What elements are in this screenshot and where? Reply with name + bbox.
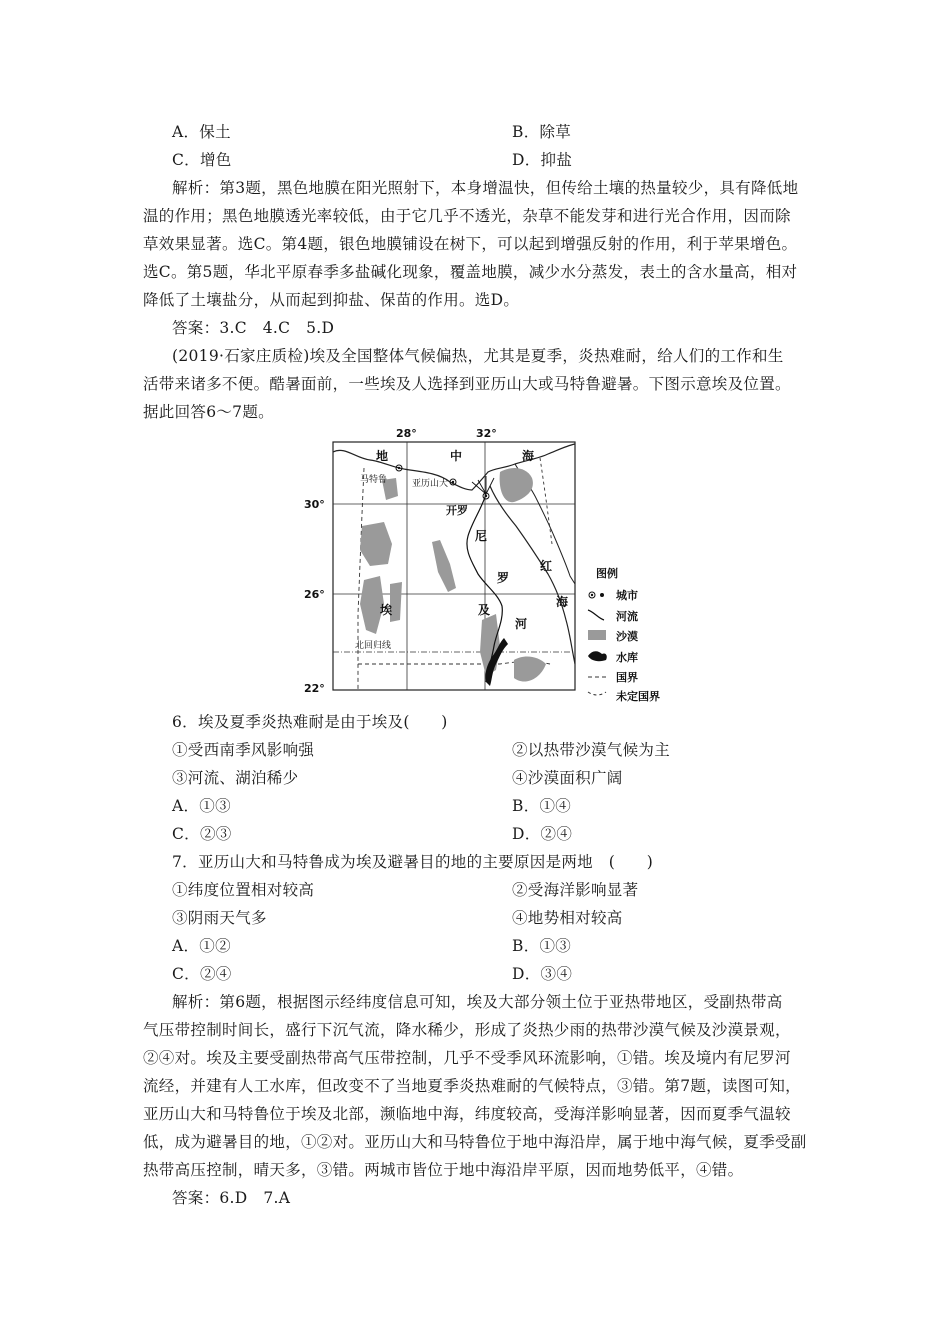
legend-desert-label: 沙漠 (616, 630, 638, 643)
legend-undefined-border-icon (588, 692, 606, 695)
q6-statement-1: ①受西南季风影响强 (172, 741, 315, 759)
q5-option-a: A．保土 (172, 123, 231, 141)
analysis2-line-4: 流经，并建有人工水库，但改变不了当地夏季炎热难耐的气候特点，③错。第7题，读图可知， (143, 1077, 801, 1095)
q7-stem: 7．亚历山大和马特鲁成为埃及避暑目的地的主要原因是两地 ( ) (172, 853, 654, 871)
q7-statement-2: ②受海洋影响显著 (512, 881, 639, 899)
q7-option-a: A．①② (172, 937, 231, 955)
egypt-char-2: 及 (478, 603, 491, 617)
lat-label-22: 22° (304, 682, 325, 695)
city-label-cairo: 开罗 (446, 504, 468, 517)
city-dot-cairo (485, 495, 487, 497)
q7-option-d: D．③④ (512, 965, 573, 983)
q5-option-c: C．增色 (172, 151, 232, 169)
sea-char-3: 海 (522, 449, 535, 463)
q6-option-b: B．①④ (512, 797, 572, 815)
answer-2: 答案：6.D 7.A (172, 1189, 291, 1207)
legend-city-label: 城市 (616, 589, 638, 602)
analysis2-line-2: 气压带控制时间长，盛行下沉气流，降水稀少，形成了炎热少雨的热带沙漠气候及沙漠景观， (143, 1021, 791, 1039)
nile-char-1: 尼 (475, 529, 488, 543)
lat-label-26: 26° (304, 588, 325, 601)
nile-char-2: 罗 (497, 571, 510, 585)
analysis2-line-3: ②④对。埃及主要受副热带高气压带控制，几乎不受季风环流影响，①错。埃及境内有尼罗河 (143, 1049, 791, 1067)
analysis1-line-4: 选C。第5题，华北平原春季多盐碱化现象，覆盖地膜，减少水分蒸发，表土的含水量高，相对 (143, 263, 798, 281)
analysis1-line-3: 草效果显著。选C。第4题，银色地膜铺设在树下，可以起到增强反射的作用，利于苹果增色。 (143, 235, 798, 253)
city-dot-alexandria (452, 481, 454, 483)
legend-title: 图例 (596, 567, 618, 580)
red-sea-char-2: 海 (556, 595, 569, 609)
city-label-alexandria: 亚历山大 (412, 479, 449, 489)
egypt-char-1: 埃 (380, 603, 393, 617)
sea-char-2: 中 (450, 449, 463, 463)
q6-statement-2: ②以热带沙漠气候为主 (512, 741, 671, 759)
analysis1-line-2: 温的作用；黑色地膜透光率较低，由于它几乎不透光，杂草不能发芽和进行光合作用，因而除 (143, 207, 791, 225)
q7-statement-4: ④地势相对较高 (512, 909, 623, 927)
legend-river-icon (588, 610, 604, 620)
legend-desert-icon (588, 630, 606, 640)
lon-label-28: 28° (396, 427, 417, 440)
sea-char-1: 地 (376, 449, 389, 463)
analysis1-line-5: 降低了土壤盐分，从而起到抑盐、保苗的作用。选D。 (143, 291, 520, 309)
lat-label-30: 30° (304, 498, 325, 511)
q6-option-a: A．①③ (172, 797, 231, 815)
q7-statement-3: ③阴雨天气多 (172, 909, 267, 927)
city-label-matruh: 马特鲁 (360, 475, 388, 485)
q7-option-c: C．②④ (172, 965, 232, 983)
intro-line-3: 据此回答6～7题。 (143, 403, 274, 421)
legend-reservoir-icon (588, 651, 607, 661)
city-dot-matruh (398, 467, 400, 469)
legend-border-label: 国界 (616, 671, 638, 684)
nile-char-3: 河 (515, 617, 528, 631)
q6-statement-3: ③河流、湖泊稀少 (172, 769, 299, 787)
intro-line-2: 活带来诸多不便。酷暑面前，一些埃及人选择到亚历山大或马特鲁避暑。下图示意埃及位置。 (143, 375, 791, 393)
q7-statement-1: ①纬度位置相对较高 (172, 881, 315, 899)
answer-1: 答案：3.C 4.C 5.D (172, 319, 335, 337)
q5-option-b: B．除草 (512, 123, 572, 141)
map-legend (588, 566, 660, 703)
analysis2-line-5: 亚历山大和马特鲁位于埃及北部，濒临地中海，纬度较高，受海洋影响显著，因而夏季气温较 (143, 1105, 791, 1123)
egypt-map (300, 424, 680, 706)
intro-line-1: (2019·石家庄质检)埃及全国整体气候偏热，尤其是夏季，炎热难耐，给人们的工作和生 (172, 347, 784, 365)
legend-undefined-border-label: 未定国界 (616, 690, 660, 703)
legend-reservoir-label: 水库 (616, 651, 638, 664)
q6-stem: 6．埃及夏季炎热难耐是由于埃及( ) (172, 713, 448, 731)
q6-option-d: D．②④ (512, 825, 573, 843)
analysis2-line-7: 热带高压控制，晴天多，③错。两城市皆位于地中海沿岸平原，因而地势低平，④错。 (143, 1161, 744, 1179)
tropic-label: 北回归线 (355, 641, 392, 651)
q7-option-b: B．①③ (512, 937, 572, 955)
q6-option-c: C．②③ (172, 825, 232, 843)
q5-option-d: D．抑盐 (512, 151, 573, 169)
red-sea-char-1: 红 (540, 559, 553, 573)
q6-statement-4: ④沙漠面积广阔 (512, 769, 623, 787)
legend-river-label: 河流 (616, 610, 638, 623)
analysis2-line-6: 低，成为避暑目的地，①②对。亚历山大和马特鲁位于地中海沿岸，属于地中海气候，夏季受副 (143, 1133, 807, 1151)
analysis1-line-1: 解析：第3题，黑色地膜在阳光照射下，本身增温快，但传给土壤的热量较少，具有降低地 (172, 179, 799, 197)
lon-label-32: 32° (476, 427, 497, 440)
analysis2-line-1: 解析：第6题，根据图示经纬度信息可知，埃及大部分领土位于亚热带地区，受副热带高 (172, 993, 783, 1011)
